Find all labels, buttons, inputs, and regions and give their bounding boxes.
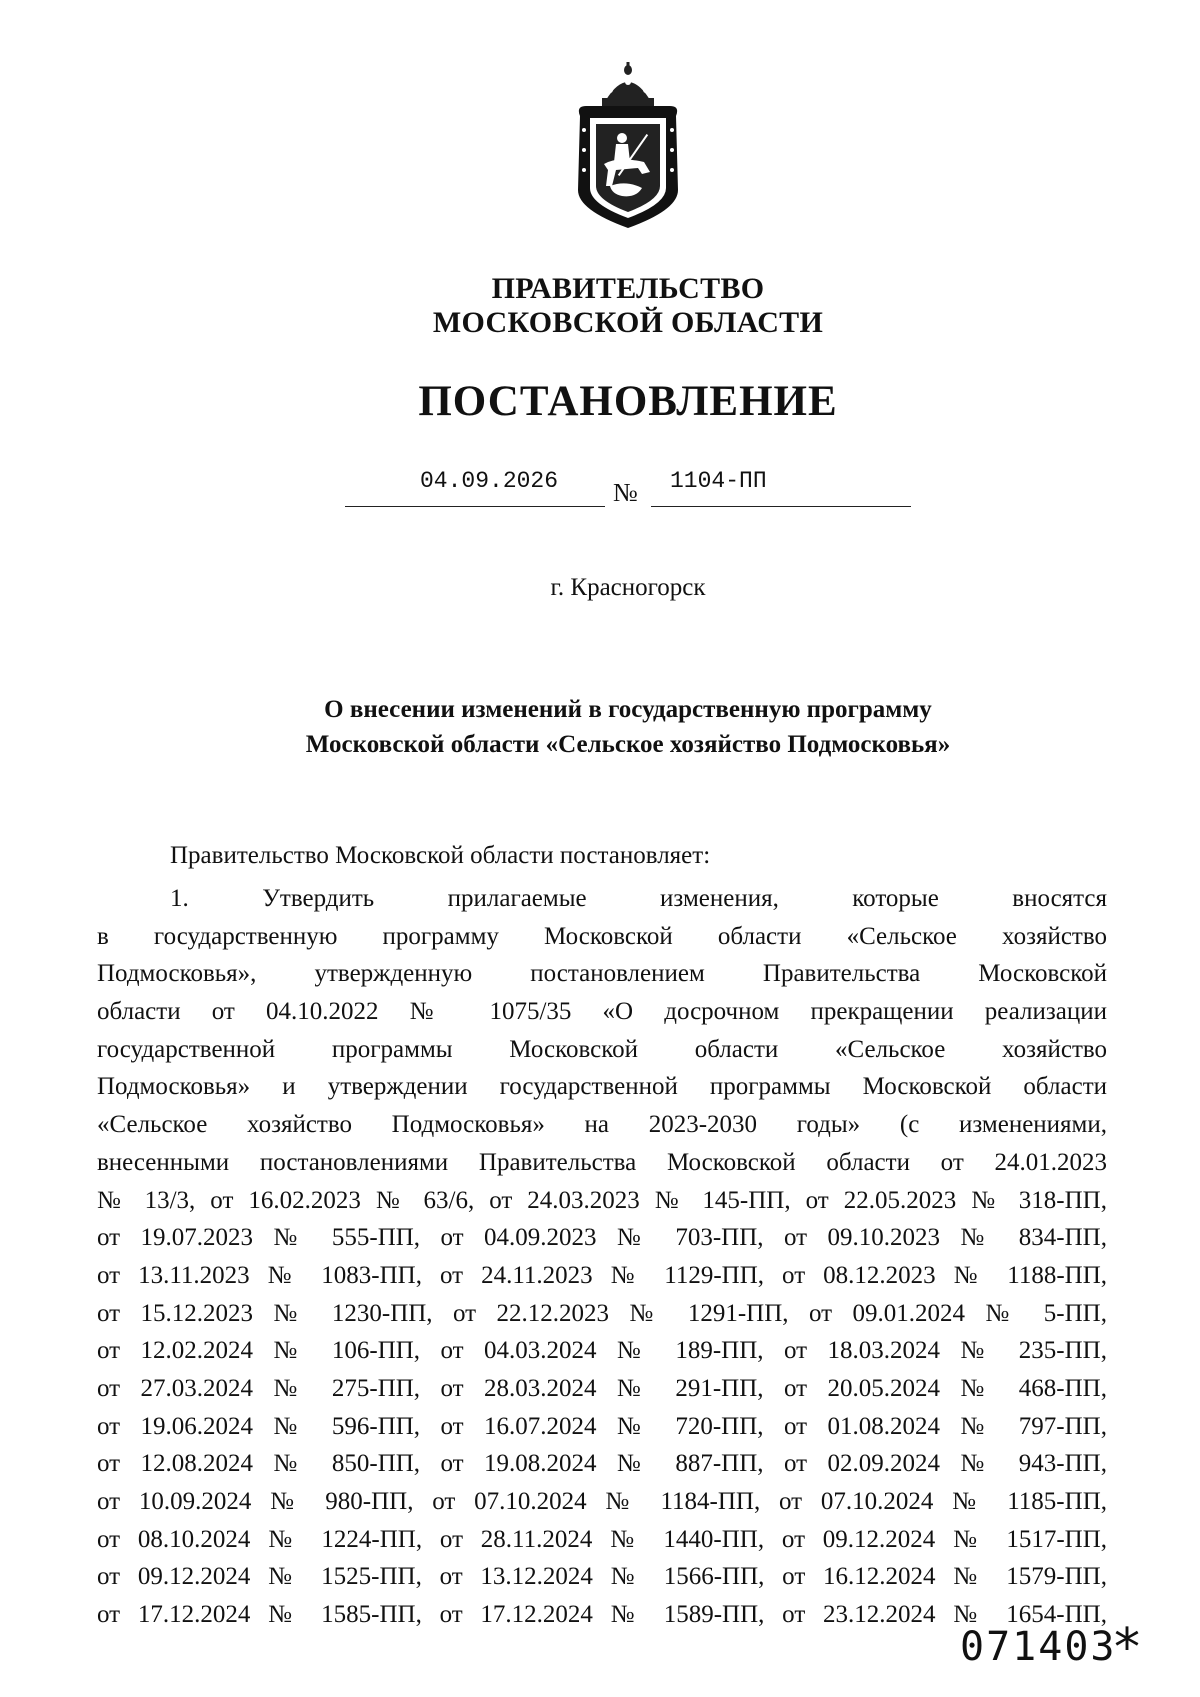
number-sign: № [613, 478, 638, 507]
paragraph-line: государственной программы Московской области «Сельское хозяйство [97, 1035, 1107, 1063]
paragraph-line: в государственную программу Московской области «Сельское хозяйство [97, 922, 1107, 950]
asterisk-mark: * [1114, 1618, 1140, 1678]
paragraph-line: от 15.12.2023 № 1230-ПП, от 22.12.2023 № 1291-ПП, от 09.01.2024 № 5-ПП, [97, 1299, 1107, 1327]
subject-line-2: Московской области «Сельское хозяйство Подмосковья» [305, 731, 951, 758]
paragraph-line: внесенными постановлениями Правительства Московской области от 24.01.2023 [97, 1148, 1107, 1176]
subject-line-1: О внесении изменений в государственную программу [324, 696, 932, 723]
organization-name-line-1: ПРАВИТЕЛЬСТВО [491, 272, 765, 305]
paragraph-line: от 17.12.2024 № 1585-ПП, от 17.12.2024 № 1589-ПП, от 23.12.2024 № 1654-ПП, [97, 1601, 1107, 1629]
document-type-title: ПОСТАНОВЛЕНИЕ [418, 378, 838, 425]
paragraph-line: от 10.09.2024 № 980-ПП, от 07.10.2024 № 1184-ПП, от 07.10.2024 № 1185-ПП, [97, 1488, 1107, 1515]
registration-date: 04.09.2026 [420, 468, 559, 494]
paragraph-line: от 12.08.2024 № 850-ПП, от 19.08.2024 № 887-ПП, от 02.09.2024 № 943-ПП, [97, 1450, 1107, 1478]
paragraph-line: от 19.07.2023 № 555-ПП, от 04.09.2023 № 703-ПП, от 09.10.2023 № 834-ПП, [97, 1224, 1107, 1252]
paragraph-line: 1. Утвердить прилагаемые изменения, которые вносятся [170, 885, 1107, 912]
paragraph-1 [97, 880, 1107, 1634]
intro-sentence: Правительство Московской области постановляет: [170, 842, 711, 869]
paragraph-line: от 12.02.2024 № 106-ПП, от 04.03.2024 № 189-ПП, от 18.03.2024 № 235-ПП, [97, 1337, 1107, 1365]
registration-number: 1104-ПП [670, 468, 767, 494]
paragraph-line: от 19.06.2024 № 596-ПП, от 16.07.2024 № 720-ПП, от 01.08.2024 № 797-ПП, [97, 1412, 1107, 1440]
paragraph-line: от 08.10.2024 № 1224-ПП, от 28.11.2024 № 1440-ПП, от 09.12.2024 № 1517-ПП, [97, 1525, 1107, 1553]
serial-number-stamp: 071403 [960, 1624, 1117, 1670]
paragraph-line: от 09.12.2024 № 1525-ПП, от 13.12.2024 № 1566-ПП, от 16.12.2024 № 1579-ПП, [97, 1563, 1107, 1591]
paragraph-line: от 13.11.2023 № 1083-ПП, от 24.11.2023 № 1129-ПП, от 08.12.2023 № 1188-ПП, [97, 1261, 1107, 1289]
number-underline [651, 506, 911, 507]
paragraph-line: области от 04.10.2022 № 1075/35 «О досрочном прекращении реализации [97, 998, 1107, 1026]
document-subject [0, 692, 1200, 762]
paragraph-line: «Сельское хозяйство Подмосковья» на 2023-2030 годы» (с изменениями, [97, 1111, 1107, 1139]
paragraph-line: от 27.03.2024 № 275-ПП, от 28.03.2024 № 291-ПП, от 20.05.2024 № 468-ПП, [97, 1374, 1107, 1402]
paragraph-line: № 13/3, от 16.02.2023 № 63/6, от 24.03.2023 № 145-ПП, от 22.05.2023 № 318-ПП, [97, 1186, 1107, 1214]
paragraph-line: Подмосковья», утвержденную постановлением Правительства Московской [97, 960, 1107, 988]
date-underline [345, 506, 605, 507]
paragraph-line: Подмосковья» и утверждении государственной программы Московской области [97, 1073, 1107, 1101]
coat-of-arms-icon [566, 60, 690, 232]
organization-name-line-2: МОСКОВСКОЙ ОБЛАСТИ [432, 306, 824, 339]
city-name: г. Красногорск [550, 574, 706, 601]
